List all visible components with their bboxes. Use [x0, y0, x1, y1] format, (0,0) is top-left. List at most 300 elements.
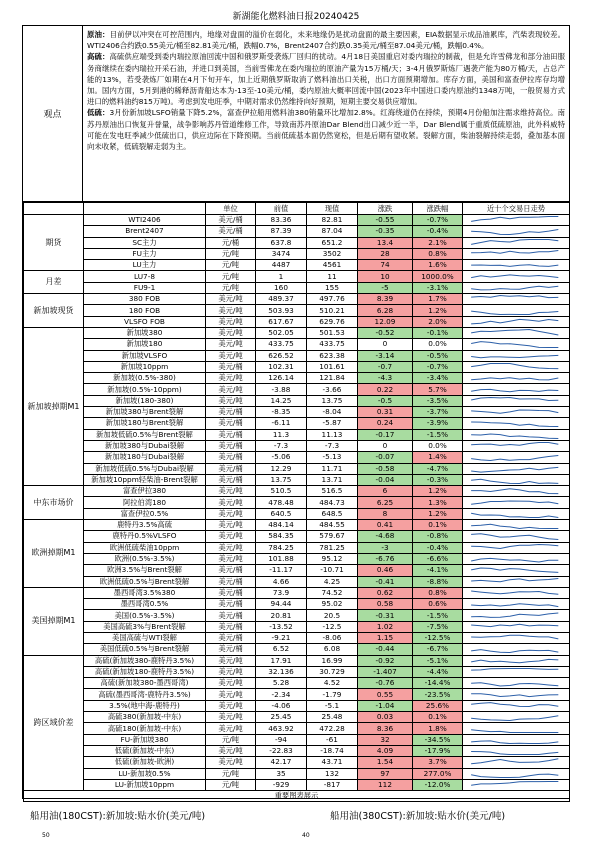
view-paragraph-text: 3月份新加坡LSFO销量下降5.2%，富查伊拉船用燃料油380销量环比增加2.8%。红海绕道仍在持续，预期4月份船加注需求维持高位。南苏丹原油出口恢复升誉量，战争影响苏丹管道维修工作，导致南苏丹原油Dar Blend出口减少近一半，Dar Blend属于重质低硫原油，此外科威特可能在发电旺季减少低硫出口，供应边际在下降预期。当前低硫基本面仍然宽松，但是后期有望收紧。裂解方面，柴油裂解持续走弱，叠加基本面向未收紧，低硫裂解走弱为主。 — [87, 108, 565, 152]
row-curr: -8.04 — [307, 407, 358, 418]
table-row — [24, 474, 570, 485]
row-prev: 160 — [256, 282, 307, 293]
row-trend — [463, 373, 570, 384]
table-row — [24, 587, 570, 598]
row-trend — [463, 407, 570, 418]
sparkline — [465, 724, 567, 734]
table-row — [24, 282, 570, 293]
row-unit: 美元/桶 — [206, 440, 256, 451]
row-pct: -8.8% — [413, 576, 463, 587]
row-pct: 277.0% — [413, 768, 463, 779]
sparkline-path — [471, 217, 558, 222]
row-name: 新加坡180与Brent裂解 — [84, 418, 206, 429]
row-prev: 83.36 — [256, 215, 307, 226]
group-label: 期货 — [24, 215, 84, 271]
row-prev: -9.21 — [256, 632, 307, 643]
sparkline — [465, 780, 567, 790]
row-unit: 美元/吨 — [206, 350, 256, 361]
sparkline — [465, 226, 567, 236]
row-prev: 14.25 — [256, 395, 307, 406]
row-trend — [463, 384, 570, 395]
row-chg: -0.55 — [358, 215, 413, 226]
sparkline — [465, 735, 567, 745]
sparkline — [465, 746, 567, 756]
row-unit: 美元/桶 — [206, 576, 256, 587]
row-trend — [463, 271, 570, 282]
row-curr: -3.66 — [307, 384, 358, 395]
sparkline — [465, 260, 567, 270]
row-prev: 503.93 — [256, 305, 307, 316]
row-pct: 2.0% — [413, 316, 463, 327]
sparkline-path — [471, 296, 558, 298]
row-prev: -4.06 — [256, 700, 307, 711]
sparkline — [465, 757, 567, 767]
row-unit: 美元/吨 — [206, 723, 256, 734]
footer-section-title: 重要图表展示 — [24, 791, 570, 802]
sparkline — [465, 441, 567, 451]
row-trend — [463, 553, 570, 564]
row-name: 新加坡10ppm轻柴油-Brent裂解 — [84, 474, 206, 485]
sparkline — [465, 249, 567, 259]
row-unit: 美元/桶 — [206, 418, 256, 429]
row-name: 欧洲3.5%与Brent裂解 — [84, 565, 206, 576]
row-pct: -0.4% — [413, 542, 463, 553]
row-trend — [463, 350, 570, 361]
row-curr: 501.53 — [307, 327, 358, 338]
view-paragraph-text: 高硫供应端受到委内瑞拉原油回流中国和俄罗斯受袭炼厂回归的扰动。4月18日美国重启对委内瑞拉的制裁，但是允许雪佛龙和部分油田服务商继续在委内瑞拉开采石油，并进口到美国，当前雪佛龙在委内瑞拉的原油产量为15万桶/天；3-4月俄罗斯炼厂遇袭产能为80万桶/天，占总产能的13%，若受袭炼厂如期在4月下旬开车，加上近期俄罗斯取消了燃料油出口关税，出口方面预期增加。库存方面，美国和富查伊拉库存均增加。国内方面，5月到港的稀释沥青船达本为-13至-10美元/桶，委内原油大概率回流中国(2023年中国进口委内原油约1348万吨，一般贸易方式进口的燃料油约815万吨)。考虑到发电旺季，中期对需求仍然维持向好预期，短期主要交易供应增加。 — [87, 52, 565, 107]
table-row — [24, 757, 570, 768]
row-chg: -0.41 — [358, 576, 413, 587]
table-row — [24, 508, 570, 519]
row-unit: 美元/吨 — [206, 655, 256, 666]
view-text — [87, 29, 565, 152]
row-pct: 0.0% — [413, 440, 463, 451]
group-label: 中东市场价 — [24, 486, 84, 520]
row-name: FU9-1 — [84, 282, 206, 293]
sparkline-path — [471, 774, 558, 777]
sparkline-path — [471, 524, 558, 528]
row-chg: 28 — [358, 248, 413, 259]
row-trend — [463, 429, 570, 440]
sparkline-path — [471, 759, 558, 764]
row-curr: -7.3 — [307, 440, 358, 451]
row-name: 高硫(新加坡180-鹿特丹3.5%) — [84, 666, 206, 677]
row-chg: 12.09 — [358, 316, 413, 327]
row-curr: 6.08 — [307, 644, 358, 655]
table-row — [24, 666, 570, 677]
sparkline — [465, 351, 567, 361]
row-unit: 美元/吨 — [206, 395, 256, 406]
row-name: 新加坡(180-380) — [84, 395, 206, 406]
row-name: LU主力 — [84, 260, 206, 271]
row-name: 美国低硫0.5%与Brent裂解 — [84, 644, 206, 655]
table-row — [24, 689, 570, 700]
sparkline-path — [471, 479, 558, 483]
row-trend — [463, 712, 570, 723]
sparkline-path — [471, 659, 558, 662]
table-row — [24, 520, 570, 531]
row-chg: 10 — [358, 271, 413, 282]
row-chg: 0.31 — [358, 407, 413, 418]
row-chg: 0.22 — [358, 384, 413, 395]
row-trend — [463, 395, 570, 406]
row-pct: -17.9% — [413, 745, 463, 756]
row-unit: 元/吨 — [206, 734, 256, 745]
sparkline-path — [471, 568, 558, 572]
row-trend — [463, 644, 570, 655]
sparkline — [465, 238, 567, 248]
table-row — [24, 599, 570, 610]
table-row — [24, 700, 570, 711]
row-chg: 0 — [358, 339, 413, 350]
row-unit: 美元/吨 — [206, 531, 256, 542]
table-row — [24, 327, 570, 338]
row-prev: 20.81 — [256, 610, 307, 621]
row-pct: 1.7% — [413, 294, 463, 305]
table-row — [24, 644, 570, 655]
row-pct: 0.0% — [413, 339, 463, 350]
row-prev: 784.25 — [256, 542, 307, 553]
row-pct: 0.8% — [413, 587, 463, 598]
row-name: LU7-8 — [84, 271, 206, 282]
row-pct: 0.8% — [413, 248, 463, 259]
row-prev: -13.52 — [256, 621, 307, 632]
sparkline-path — [471, 265, 558, 267]
row-curr: 433.75 — [307, 339, 358, 350]
sparkline — [465, 215, 567, 225]
footer-row — [24, 791, 570, 802]
row-prev: -8.35 — [256, 407, 307, 418]
sparkline-path — [471, 604, 558, 607]
table-row — [24, 463, 570, 474]
row-trend — [463, 305, 570, 316]
row-trend — [463, 520, 570, 531]
table-row — [24, 418, 570, 429]
row-chg: 13.4 — [358, 237, 413, 248]
row-pct: -0.4% — [413, 226, 463, 237]
row-chg: -3 — [358, 542, 413, 553]
row-prev: 87.39 — [256, 226, 307, 237]
row-prev: -11.17 — [256, 565, 307, 576]
row-chg: -0.52 — [358, 327, 413, 338]
row-curr: 13.71 — [307, 474, 358, 485]
group-label: 新加坡现货 — [24, 294, 84, 328]
row-prev: 25.45 — [256, 712, 307, 723]
header-category — [24, 203, 84, 215]
row-curr: 87.04 — [307, 226, 358, 237]
row-prev: 12.29 — [256, 463, 307, 474]
row-curr: 629.76 — [307, 316, 358, 327]
table-row — [24, 407, 570, 418]
row-prev: -22.83 — [256, 745, 307, 756]
row-unit: 元/吨 — [206, 768, 256, 779]
row-chg: -0.35 — [358, 226, 413, 237]
row-name: VLSFO FOB — [84, 316, 206, 327]
row-name: SC主力 — [84, 237, 206, 248]
row-trend — [463, 610, 570, 621]
sparkline — [465, 520, 567, 530]
sparkline-path — [471, 613, 558, 617]
row-name: 高硫(墨西哥湾-鹿特丹3.5%) — [84, 689, 206, 700]
table-header-row — [24, 203, 570, 215]
row-chg: -0.04 — [358, 474, 413, 485]
table-row — [24, 294, 570, 305]
row-name: WTI2406 — [84, 215, 206, 226]
row-chg: 8.36 — [358, 723, 413, 734]
row-name: 新加坡180与Dubai裂解 — [84, 452, 206, 463]
sparkline-path — [471, 422, 558, 427]
table-row — [24, 723, 570, 734]
row-trend — [463, 486, 570, 497]
table-row — [24, 712, 570, 723]
sparkline-path — [471, 591, 558, 594]
sparkline — [465, 362, 567, 372]
row-prev: 101.88 — [256, 553, 307, 564]
row-unit: 美元/桶 — [206, 226, 256, 237]
row-pct: 1000.0% — [413, 271, 463, 282]
row-trend — [463, 757, 570, 768]
sparkline-path — [471, 467, 558, 472]
row-prev: 510.5 — [256, 486, 307, 497]
row-prev: 94.44 — [256, 599, 307, 610]
row-unit: 美元/桶 — [206, 452, 256, 463]
row-curr: 132 — [307, 768, 358, 779]
row-curr: 497.76 — [307, 294, 358, 305]
row-unit: 美元/吨 — [206, 542, 256, 553]
row-pct: -1.5% — [413, 429, 463, 440]
row-trend — [463, 215, 570, 226]
row-pct: -0.7% — [413, 215, 463, 226]
sparkline — [465, 531, 567, 541]
row-pct: 5.7% — [413, 384, 463, 395]
sparkline — [465, 701, 567, 711]
row-chg: 0.24 — [358, 418, 413, 429]
sparkline-path — [471, 693, 558, 696]
row-prev: 626.52 — [256, 350, 307, 361]
sparkline — [465, 339, 567, 349]
row-curr: 651.2 — [307, 237, 358, 248]
row-prev: 463.92 — [256, 723, 307, 734]
row-chg: -6.76 — [358, 553, 413, 564]
row-name: 低硫(新加坡-欧洲) — [84, 757, 206, 768]
chart-axis-right: 40 — [302, 832, 310, 839]
row-curr: -61 — [307, 734, 358, 745]
row-curr: 155 — [307, 282, 358, 293]
row-chg: 0 — [358, 440, 413, 451]
sparkline — [465, 633, 567, 643]
view-paragraph — [87, 51, 565, 107]
table-row — [24, 316, 570, 327]
header-curr: 现值 — [307, 203, 358, 215]
row-name: 新加坡低硫0.5%与Dubai裂解 — [84, 463, 206, 474]
row-trend — [463, 599, 570, 610]
row-unit: 美元/桶 — [206, 407, 256, 418]
sparkline — [465, 475, 567, 485]
row-unit: 美元/桶 — [206, 565, 256, 576]
row-name: 欧洲(0.5%-3.5%) — [84, 553, 206, 564]
row-chg: 0.41 — [358, 520, 413, 531]
table-row — [24, 429, 570, 440]
table-row — [24, 226, 570, 237]
sparkline-path — [471, 251, 558, 254]
row-unit: 元/桶 — [206, 237, 256, 248]
row-chg: 0.46 — [358, 565, 413, 576]
table-row — [24, 271, 570, 282]
row-chg: 74 — [358, 260, 413, 271]
row-trend — [463, 361, 570, 372]
row-trend — [463, 542, 570, 553]
row-name: FU主力 — [84, 248, 206, 259]
row-unit: 美元/吨 — [206, 678, 256, 689]
row-unit: 美元/桶 — [206, 644, 256, 655]
row-trend — [463, 531, 570, 542]
row-chg: -4.68 — [358, 531, 413, 542]
sparkline-path — [471, 319, 558, 324]
row-chg: -0.7 — [358, 361, 413, 372]
row-unit: 美元/吨 — [206, 745, 256, 756]
row-prev: 4487 — [256, 260, 307, 271]
row-name: 富查伊拉0.5% — [84, 508, 206, 519]
sparkline-path — [471, 501, 558, 504]
sparkline-path — [471, 669, 558, 671]
table-row — [24, 486, 570, 497]
row-unit: 美元/吨 — [206, 666, 256, 677]
row-name: 新加坡380 — [84, 327, 206, 338]
sparkline-path — [471, 389, 558, 391]
row-name: 墨西哥湾0.5% — [84, 599, 206, 610]
row-name: 欧洲低硫0.5%与Brent裂解 — [84, 576, 206, 587]
row-unit: 美元/吨 — [206, 553, 256, 564]
row-pct: -14.4% — [413, 678, 463, 689]
row-trend — [463, 237, 570, 248]
row-pct: -0.7% — [413, 361, 463, 372]
sparkline — [465, 498, 567, 508]
table-row — [24, 361, 570, 372]
row-trend — [463, 565, 570, 576]
row-name: 美国高硫3%与Brent裂解 — [84, 621, 206, 632]
row-name: 阿拉伯湾180 — [84, 497, 206, 508]
row-prev: 433.75 — [256, 339, 307, 350]
row-unit: 美元/桶 — [206, 621, 256, 632]
view-paragraph-head: 原油： — [87, 30, 110, 39]
row-prev: 1 — [256, 271, 307, 282]
table-row — [24, 745, 570, 756]
row-trend — [463, 587, 570, 598]
sparkline-path — [471, 683, 558, 686]
table-row — [24, 632, 570, 643]
row-prev: 617.67 — [256, 316, 307, 327]
row-name: Brent2407 — [84, 226, 206, 237]
row-pct: 1.4% — [413, 452, 463, 463]
sparkline — [465, 418, 567, 428]
row-prev: 17.91 — [256, 655, 307, 666]
row-trend — [463, 779, 570, 790]
row-pct: -5.1% — [413, 655, 463, 666]
row-trend — [463, 339, 570, 350]
sparkline — [465, 294, 567, 304]
sparkline — [465, 509, 567, 519]
group-label: 美国掉期M1 — [24, 587, 84, 655]
group-label: 跨区域价差 — [24, 655, 84, 791]
row-trend — [463, 666, 570, 677]
row-chg: -0.17 — [358, 429, 413, 440]
report-title: 新湖能化燃料油日报20240425 — [232, 12, 360, 22]
group-label: 欧洲掉期M1 — [24, 520, 84, 588]
row-curr: -8.06 — [307, 632, 358, 643]
header-unit: 单位 — [206, 203, 256, 215]
sparkline-path — [471, 752, 558, 755]
header-name — [84, 203, 206, 215]
row-pct: 0.1% — [413, 520, 463, 531]
row-curr: 11.71 — [307, 463, 358, 474]
row-pct: -0.3% — [413, 474, 463, 485]
view-label: 观点 — [23, 26, 83, 201]
row-prev: 13.75 — [256, 474, 307, 485]
row-curr: 11.13 — [307, 429, 358, 440]
row-curr: 95.12 — [307, 553, 358, 564]
sparkline-path — [471, 286, 558, 290]
row-prev: 102.31 — [256, 361, 307, 372]
table-row — [24, 610, 570, 621]
row-curr: -1.79 — [307, 689, 358, 700]
row-prev: 6.52 — [256, 644, 307, 655]
row-curr: 516.5 — [307, 486, 358, 497]
sparkline — [465, 554, 567, 564]
row-curr: 95.02 — [307, 599, 358, 610]
sparkline-path — [471, 716, 558, 721]
row-name: 3.5%(地中海-鹿特丹) — [84, 700, 206, 711]
table-row — [24, 373, 570, 384]
table-row — [24, 440, 570, 451]
sparkline — [465, 464, 567, 474]
row-pct: -1.5% — [413, 610, 463, 621]
row-chg: 0.55 — [358, 689, 413, 700]
header-prev: 前值 — [256, 203, 307, 215]
row-name: 欧洲低硫柴油10ppm — [84, 542, 206, 553]
sparkline — [465, 565, 567, 575]
row-name: 美国高硫与WTI裂解 — [84, 632, 206, 643]
row-name: FU-新加坡380 — [84, 734, 206, 745]
row-trend — [463, 294, 570, 305]
row-prev: 126.14 — [256, 373, 307, 384]
row-pct: 1.2% — [413, 305, 463, 316]
row-name: 高硫180(新加坡-中东) — [84, 723, 206, 734]
sparkline-path — [471, 558, 558, 562]
data-table — [23, 202, 570, 802]
sparkline-path — [471, 443, 558, 446]
table-row — [24, 734, 570, 745]
row-pct: -3.5% — [413, 395, 463, 406]
row-pct: -4.7% — [413, 463, 463, 474]
row-unit: 美元/吨 — [206, 305, 256, 316]
row-name: LU-新加坡10ppm — [84, 779, 206, 790]
row-curr: -10.71 — [307, 565, 358, 576]
sparkline — [465, 769, 567, 779]
row-pct: 1.3% — [413, 497, 463, 508]
sparkline-path — [471, 239, 558, 244]
row-curr: 13.75 — [307, 395, 358, 406]
row-chg: 8.39 — [358, 294, 413, 305]
row-chg: -0.92 — [358, 655, 413, 666]
table-row — [24, 350, 570, 361]
row-trend — [463, 734, 570, 745]
row-unit: 美元/吨 — [206, 294, 256, 305]
row-pct: -0.5% — [413, 350, 463, 361]
row-trend — [463, 689, 570, 700]
sparkline-path — [471, 378, 558, 380]
row-pct: -34.5% — [413, 734, 463, 745]
row-pct: -3.4% — [413, 373, 463, 384]
